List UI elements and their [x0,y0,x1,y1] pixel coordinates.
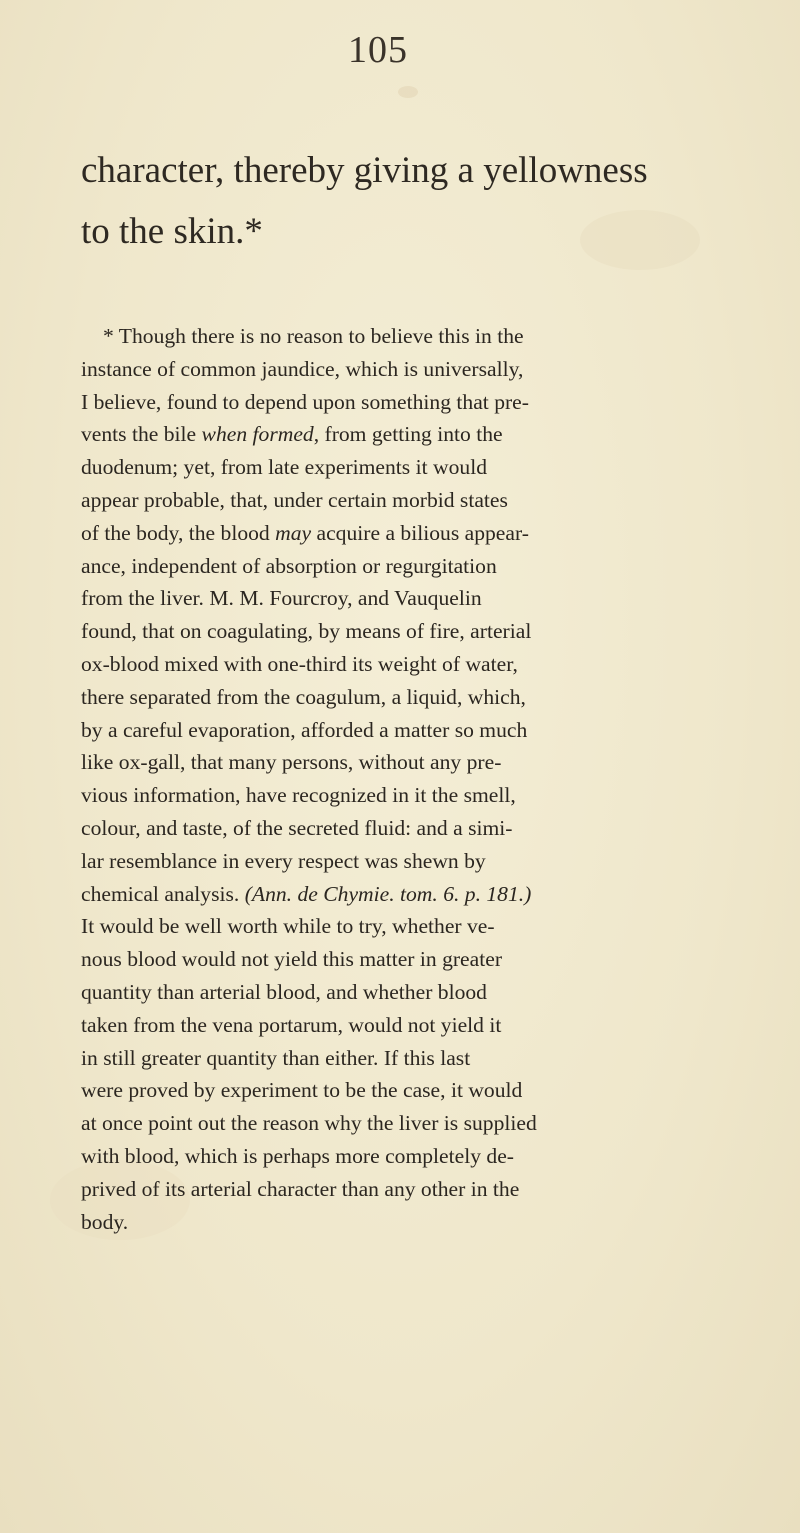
footnote-line: * Though there is no reason to believe this in the [103,324,524,348]
footnote-line: quantity than arterial blood, and whether blood [81,979,487,1004]
footnote-text: vents the bile [81,422,202,447]
footnote [81,320,771,1238]
footnote-line: ox-blood mixed with one-third its weight of water, [81,651,518,676]
main-text [81,140,761,262]
footnote-text: , from getting into the [313,422,503,447]
footnote-line: at once point out the reason why the liver is supplied [81,1111,537,1136]
footnote-line: It would be well worth while to try, whether ve- [81,914,495,939]
footnote-line: were proved by experiment to be the case, it would [81,1078,523,1103]
footnote-line: colour, and taste, of the secreted fluid: and a simi- [81,815,513,840]
footnote-line: by a careful evaporation, afforded a matter so much [81,717,528,742]
footnote-line: in still greater quantity than either. If this last [81,1045,471,1070]
footnote-line: lar resemblance in every respect was shewn by [81,848,486,873]
footnote-line: ance, independent of absorption or regurgitation [81,553,497,578]
footnote-line: from the liver. M. M. Fourcroy, and Vauquelin [81,586,482,611]
footnote-line: duodenum; yet, from late experiments it would [81,455,487,480]
footnote-line: prived of its arterial character than any other in the [81,1176,520,1201]
footnote-line: body. [81,1209,129,1234]
footnote-line: vious information, have recognized in it the smell, [81,783,516,808]
footnote-line [81,418,771,451]
text-line: character, thereby giving a yellowness [81,150,648,191]
text-line: to the skin.* [81,211,263,252]
footnote-text: acquire a bilious appear- [311,520,529,545]
footnote-line: nous blood would not yield this matter in greater [81,947,503,972]
footnote-line: I believe, found to depend upon something that pre- [81,389,529,414]
footnote-italic: when formed [201,422,314,447]
footnote-line: instance of common jaundice, which is universally, [81,356,524,381]
page-number: 105 [348,29,408,71]
footnote-line: with blood, which is perhaps more completely de- [81,1143,514,1168]
footnote-line: there separated from the coagulum, a liquid, which, [81,684,526,709]
footnote-line: like ox-gall, that many persons, without any pre- [81,750,502,775]
footnote-line [81,517,771,550]
footnote-line: found, that on coagulating, by means of fire, arterial [81,619,532,644]
footnote-citation: (Ann. de Chymie. tom. 6. p. 181.) [244,881,532,906]
footnote-text: of the body, the blood [81,520,276,545]
footnote-line: appear probable, that, under certain morbid states [81,487,508,512]
footnote-italic: may [275,520,312,545]
footnote-text: chemical analysis. [81,881,245,906]
footnote-line [81,878,771,911]
footnote-line: taken from the vena portarum, would not yield it [81,1012,502,1037]
